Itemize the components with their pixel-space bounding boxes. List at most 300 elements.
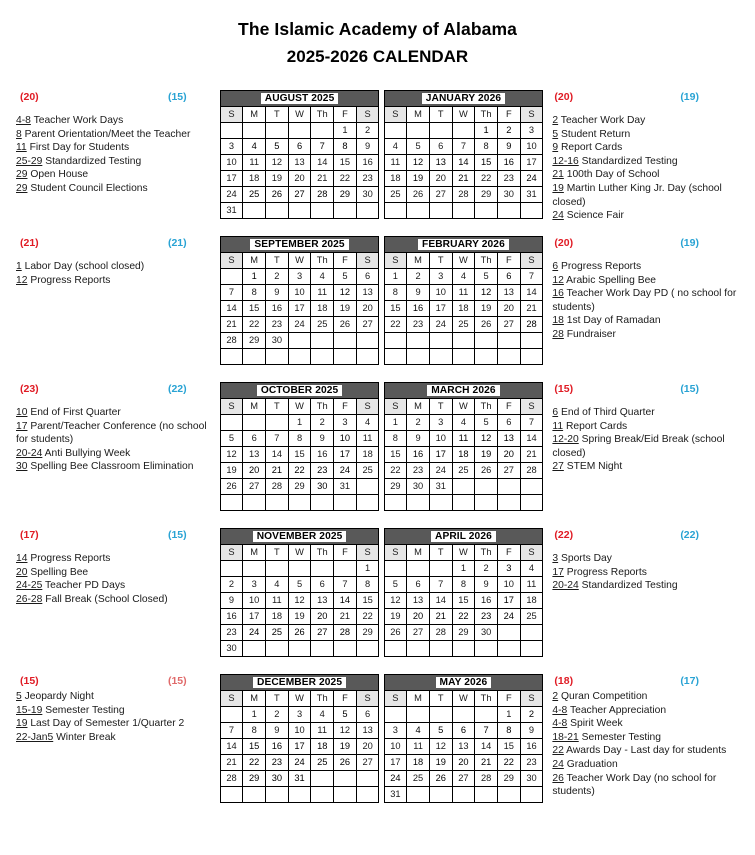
day-cell: 3 xyxy=(334,415,357,431)
note-item: 12 Arabic Spelling Bee xyxy=(552,274,657,286)
week-row xyxy=(384,123,543,139)
day-cell-empty xyxy=(266,641,289,657)
teacher-day-count-may: (18) xyxy=(554,675,574,687)
day-cell: 2 xyxy=(356,123,379,139)
day-cell-empty xyxy=(384,707,407,723)
note-item: 18 1st Day of Ramadan xyxy=(552,315,661,327)
calendar-december xyxy=(217,674,381,803)
day-cell: 30 xyxy=(407,479,430,495)
day-cell: 22 xyxy=(243,755,266,771)
day-cell: 31 xyxy=(384,787,407,803)
day-cell-empty xyxy=(288,495,311,511)
day-cell: 26 xyxy=(407,187,430,203)
day-cell-empty xyxy=(243,203,266,219)
week-row xyxy=(384,707,543,723)
week-row xyxy=(220,301,379,317)
day-cell: 29 xyxy=(243,771,266,787)
day-cell-empty xyxy=(288,561,311,577)
weekday-header: M xyxy=(407,253,430,269)
note-item: 4-8 Teacher Work Days xyxy=(16,115,124,126)
day-cell-empty xyxy=(334,349,357,365)
day-cell: 13 xyxy=(452,739,475,755)
day-counts-august xyxy=(16,90,211,104)
day-cell: 20 xyxy=(356,739,379,755)
day-cell-empty xyxy=(311,203,334,219)
day-cell: 25 xyxy=(452,317,475,333)
weekday-header: M xyxy=(407,691,430,707)
day-cell: 12 xyxy=(384,593,407,609)
notes-december xyxy=(0,674,217,744)
day-cell-empty xyxy=(334,561,357,577)
note-date: 11 xyxy=(552,420,564,432)
day-cell: 22 xyxy=(243,317,266,333)
day-cell: 22 xyxy=(452,609,475,625)
day-cell: 16 xyxy=(497,155,520,171)
day-cell: 24 xyxy=(520,171,543,187)
teacher-day-count-april: (22) xyxy=(554,529,574,541)
day-cell: 11 xyxy=(311,285,334,301)
day-cell-empty xyxy=(243,787,266,803)
weekday-header: T xyxy=(266,253,289,269)
note-date: 17 xyxy=(552,566,564,578)
student-day-count-august: (15) xyxy=(167,91,187,103)
note-date: 18 xyxy=(552,315,564,327)
note-list-january xyxy=(552,114,751,223)
weekday-header: F xyxy=(334,399,357,415)
day-cell: 23 xyxy=(266,317,289,333)
week-row xyxy=(384,187,543,203)
month-title-november: NOVEMBER 2025 xyxy=(220,528,380,544)
day-cell: 28 xyxy=(520,463,543,479)
weekday-header: S xyxy=(356,399,379,415)
weekday-header: S xyxy=(384,107,407,123)
week-row xyxy=(384,625,543,641)
day-cell: 20 xyxy=(311,609,334,625)
day-cell: 5 xyxy=(475,415,498,431)
day-cell-empty xyxy=(475,333,498,349)
day-cell-empty xyxy=(334,203,357,219)
day-cell: 18 xyxy=(311,301,334,317)
student-day-count-december: (15) xyxy=(167,675,187,687)
day-cell: 5 xyxy=(429,723,452,739)
weekday-header: Th xyxy=(475,545,498,561)
day-cell: 7 xyxy=(475,723,498,739)
note-item: 24-25 Teacher PD Days xyxy=(16,580,126,592)
day-cell: 5 xyxy=(334,707,357,723)
day-cell: 5 xyxy=(266,139,289,155)
day-cell-empty xyxy=(429,123,452,139)
weekday-header: S xyxy=(356,691,379,707)
day-counts-may xyxy=(552,674,751,688)
day-cell: 9 xyxy=(407,431,430,447)
weekday-header: W xyxy=(452,253,475,269)
day-cell: 13 xyxy=(497,431,520,447)
weekday-header: F xyxy=(334,691,357,707)
week-row xyxy=(384,755,543,771)
note-date: 14 xyxy=(16,553,28,564)
note-date: 26 xyxy=(552,772,564,784)
day-cell: 12 xyxy=(475,285,498,301)
day-cell-empty xyxy=(520,625,543,641)
weekday-header: W xyxy=(452,399,475,415)
day-cell: 8 xyxy=(334,139,357,155)
day-cell: 20 xyxy=(497,301,520,317)
day-cell: 12 xyxy=(475,431,498,447)
day-cell: 4 xyxy=(452,269,475,285)
note-date: 20-24 xyxy=(16,447,43,459)
day-cell-empty xyxy=(243,641,266,657)
day-cell: 15 xyxy=(334,155,357,171)
day-cell: 24 xyxy=(429,463,452,479)
day-cell: 16 xyxy=(475,593,498,609)
day-cell: 25 xyxy=(311,317,334,333)
note-date: 25-29 xyxy=(16,155,43,167)
day-cell: 4 xyxy=(311,707,334,723)
day-cell: 16 xyxy=(407,301,430,317)
day-cell-empty xyxy=(452,479,475,495)
day-cell: 21 xyxy=(266,463,289,479)
day-cell: 23 xyxy=(520,755,543,771)
day-cell: 12 xyxy=(407,155,430,171)
note-date: 22-Jan5 xyxy=(16,731,54,743)
day-cell: 21 xyxy=(475,755,498,771)
day-cell: 2 xyxy=(520,707,543,723)
note-date: 11 xyxy=(16,142,27,154)
day-cell: 26 xyxy=(429,771,452,787)
day-cell-empty xyxy=(407,495,430,511)
day-cell-empty xyxy=(497,349,520,365)
day-cell: 22 xyxy=(497,755,520,771)
week-row xyxy=(220,431,379,447)
weekday-header: F xyxy=(497,399,520,415)
calendar-rows xyxy=(0,90,755,844)
day-cell-empty xyxy=(243,495,266,511)
weekday-header: Th xyxy=(311,691,334,707)
day-cell-empty xyxy=(311,495,334,511)
day-cell: 11 xyxy=(520,577,543,593)
day-cell: 1 xyxy=(356,561,379,577)
day-cell-empty xyxy=(266,349,289,365)
weekday-header: S xyxy=(220,545,243,561)
day-cell: 27 xyxy=(452,771,475,787)
day-cell-empty xyxy=(243,349,266,365)
day-cell-empty xyxy=(356,349,379,365)
day-cell: 31 xyxy=(334,479,357,495)
day-cell-empty xyxy=(220,269,243,285)
day-cell: 16 xyxy=(356,155,379,171)
weekday-header: S xyxy=(520,545,543,561)
day-cell: 14 xyxy=(452,155,475,171)
day-cell: 5 xyxy=(334,269,357,285)
day-cell-empty xyxy=(311,333,334,349)
day-cell: 20 xyxy=(243,463,266,479)
day-cell: 16 xyxy=(520,739,543,755)
day-cell: 25 xyxy=(243,187,266,203)
weekday-header: S xyxy=(520,107,543,123)
week-row xyxy=(384,561,543,577)
day-cell: 16 xyxy=(407,447,430,463)
day-cell: 23 xyxy=(220,625,243,641)
day-cell: 17 xyxy=(288,301,311,317)
day-cell: 4 xyxy=(384,139,407,155)
day-cell: 30 xyxy=(266,771,289,787)
weekday-header: Th xyxy=(311,399,334,415)
day-cell-empty xyxy=(429,349,452,365)
day-cell-empty xyxy=(243,415,266,431)
teacher-day-count-december: (15) xyxy=(20,675,39,687)
day-cell-empty xyxy=(497,203,520,219)
day-cell: 2 xyxy=(220,577,243,593)
weekday-header: T xyxy=(429,253,452,269)
day-cell: 10 xyxy=(497,577,520,593)
day-cell: 30 xyxy=(497,187,520,203)
weekday-header: W xyxy=(288,399,311,415)
weekday-header: T xyxy=(266,107,289,123)
week-row xyxy=(384,139,543,155)
note-item: 5 Jeopardy Night xyxy=(16,691,94,702)
day-cell-empty xyxy=(520,349,543,365)
day-cell: 4 xyxy=(407,723,430,739)
note-date: 21 xyxy=(552,169,564,181)
day-cell: 7 xyxy=(429,577,452,593)
note-item: 26 Teacher Work Day (no school for students) xyxy=(552,772,717,798)
day-cell: 30 xyxy=(266,333,289,349)
note-date: 29 xyxy=(16,182,28,194)
day-cell: 15 xyxy=(384,447,407,463)
day-cell: 17 xyxy=(334,447,357,463)
day-cell: 3 xyxy=(520,123,543,139)
day-cell: 25 xyxy=(384,187,407,203)
weekday-header: M xyxy=(407,107,430,123)
student-day-count-january: (19) xyxy=(680,91,699,103)
day-cell-empty xyxy=(452,203,475,219)
day-cell: 20 xyxy=(407,609,430,625)
day-cell: 23 xyxy=(407,317,430,333)
day-cell-empty xyxy=(452,349,475,365)
note-item: 19 Last Day of Semester 1/Quarter 2 xyxy=(16,718,185,730)
day-cell: 29 xyxy=(356,625,379,641)
note-item: 25-29 Standardized Testing xyxy=(16,155,142,167)
note-item: 18-21 Semester Testing xyxy=(552,731,661,743)
day-cell: 2 xyxy=(311,415,334,431)
day-cell: 4 xyxy=(311,269,334,285)
day-cell: 25 xyxy=(356,463,379,479)
note-date: 2 xyxy=(552,115,559,126)
day-cell: 3 xyxy=(220,139,243,155)
weekday-header: S xyxy=(384,399,407,415)
week-row xyxy=(384,155,543,171)
note-item: 12 Progress Reports xyxy=(16,274,111,286)
week-row xyxy=(384,349,543,365)
note-item: 5 Student Return xyxy=(552,128,631,140)
note-item: 27 STEM Night xyxy=(552,461,623,473)
note-date: 2 xyxy=(552,691,559,702)
day-cell: 8 xyxy=(243,285,266,301)
day-cell: 21 xyxy=(520,301,543,317)
day-cell-empty xyxy=(220,495,243,511)
day-cell: 29 xyxy=(243,333,266,349)
note-item: 6 End of Third Quarter xyxy=(552,407,655,418)
weekday-header: W xyxy=(452,691,475,707)
note-date: 17 xyxy=(16,420,28,432)
week-row xyxy=(220,203,379,219)
weekday-header: Th xyxy=(475,691,498,707)
week-row xyxy=(220,463,379,479)
day-counts-april xyxy=(552,528,751,542)
day-cell-empty xyxy=(384,349,407,365)
day-cell: 13 xyxy=(356,285,379,301)
day-cell-empty xyxy=(475,787,498,803)
month-title-december: DECEMBER 2025 xyxy=(220,674,380,690)
day-cell: 15 xyxy=(356,593,379,609)
day-cell: 10 xyxy=(243,593,266,609)
day-cell: 19 xyxy=(429,755,452,771)
note-date: 6 xyxy=(552,407,559,418)
day-cell: 11 xyxy=(384,155,407,171)
weekday-header: S xyxy=(356,545,379,561)
day-cell-empty xyxy=(407,333,430,349)
note-item: 4-8 Teacher Appreciation xyxy=(552,704,667,716)
day-cell-empty xyxy=(452,787,475,803)
note-list-november xyxy=(16,552,211,606)
day-cell: 13 xyxy=(311,593,334,609)
day-cell: 31 xyxy=(429,479,452,495)
day-cell: 25 xyxy=(266,625,289,641)
weekday-header: F xyxy=(497,107,520,123)
week-row xyxy=(384,495,543,511)
day-cell-empty xyxy=(311,561,334,577)
day-cell: 26 xyxy=(334,755,357,771)
day-cell-empty xyxy=(497,479,520,495)
day-cell: 5 xyxy=(220,431,243,447)
day-cell: 13 xyxy=(243,447,266,463)
weekday-header: S xyxy=(384,545,407,561)
note-date: 12 xyxy=(552,274,564,286)
day-cell: 28 xyxy=(266,479,289,495)
day-cell: 23 xyxy=(407,463,430,479)
day-cell: 12 xyxy=(220,447,243,463)
day-cell: 17 xyxy=(429,447,452,463)
day-cell-empty xyxy=(384,641,407,657)
calendar-october xyxy=(217,382,381,511)
day-cell: 3 xyxy=(429,415,452,431)
week-row xyxy=(220,285,379,301)
note-item: 12-16 Standardized Testing xyxy=(552,155,678,167)
day-cell: 18 xyxy=(520,593,543,609)
day-cell: 30 xyxy=(520,771,543,787)
notes-january xyxy=(544,90,755,223)
day-cell: 28 xyxy=(475,771,498,787)
day-cell: 7 xyxy=(311,139,334,155)
day-cell: 16 xyxy=(220,609,243,625)
day-cell: 2 xyxy=(407,269,430,285)
student-day-count-february: (19) xyxy=(680,237,699,249)
day-cell: 24 xyxy=(384,771,407,787)
day-cell: 8 xyxy=(384,285,407,301)
calendar-march xyxy=(381,382,545,511)
day-cell: 16 xyxy=(266,301,289,317)
day-cell: 12 xyxy=(288,593,311,609)
day-cell: 15 xyxy=(384,301,407,317)
day-cell-empty xyxy=(288,203,311,219)
note-item: 8 Parent Orientation/Meet the Teacher xyxy=(16,128,191,140)
day-cell-empty xyxy=(452,333,475,349)
day-cell: 30 xyxy=(356,187,379,203)
note-list-february xyxy=(552,260,751,342)
day-cell-empty xyxy=(475,495,498,511)
month-title-october: OCTOBER 2025 xyxy=(220,382,380,398)
weekday-header: F xyxy=(497,253,520,269)
day-cell: 24 xyxy=(288,755,311,771)
day-cell: 1 xyxy=(475,123,498,139)
day-cell: 19 xyxy=(288,609,311,625)
day-cell: 1 xyxy=(497,707,520,723)
day-cell-empty xyxy=(266,203,289,219)
day-cell: 10 xyxy=(429,285,452,301)
day-cell: 28 xyxy=(220,333,243,349)
week-row xyxy=(384,771,543,787)
day-cell-empty xyxy=(220,787,243,803)
day-counts-september xyxy=(16,236,211,250)
day-cell: 8 xyxy=(452,577,475,593)
weekday-header: Th xyxy=(311,107,334,123)
week-row xyxy=(220,755,379,771)
day-cell: 15 xyxy=(243,739,266,755)
calendar-august xyxy=(217,90,381,219)
week-row xyxy=(220,739,379,755)
week-row xyxy=(384,739,543,755)
day-cell-empty xyxy=(243,561,266,577)
week-row xyxy=(384,269,543,285)
week-row xyxy=(220,187,379,203)
note-date: 4-8 xyxy=(552,718,568,730)
note-list-october xyxy=(16,406,211,474)
day-cell: 4 xyxy=(452,415,475,431)
day-cell: 24 xyxy=(429,317,452,333)
weekday-header: M xyxy=(243,399,266,415)
note-item: 17 Parent/Teacher Conference (no school for students) xyxy=(16,420,207,446)
weekday-header: F xyxy=(497,545,520,561)
day-cell: 14 xyxy=(311,155,334,171)
note-list-march xyxy=(552,406,751,474)
day-cell-empty xyxy=(311,641,334,657)
day-cell: 18 xyxy=(407,755,430,771)
calendar-row xyxy=(0,382,755,528)
note-date: 19 xyxy=(552,182,564,194)
month-title-may: MAY 2026 xyxy=(384,674,544,690)
day-cell: 27 xyxy=(243,479,266,495)
day-cell: 7 xyxy=(334,577,357,593)
month-title-august: AUGUST 2025 xyxy=(220,90,380,106)
day-cell-empty xyxy=(288,787,311,803)
day-cell: 3 xyxy=(384,723,407,739)
day-cell-empty xyxy=(266,787,289,803)
week-row xyxy=(384,431,543,447)
day-cell: 8 xyxy=(497,723,520,739)
day-cell-empty xyxy=(429,641,452,657)
week-row xyxy=(220,317,379,333)
day-cell-empty xyxy=(356,333,379,349)
day-cell: 17 xyxy=(220,171,243,187)
day-cell: 2 xyxy=(497,123,520,139)
calendar-september xyxy=(217,236,381,365)
note-item: 20-24 Standardized Testing xyxy=(552,580,678,592)
notes-march xyxy=(544,382,755,474)
day-cell: 17 xyxy=(288,739,311,755)
weekday-header: T xyxy=(429,399,452,415)
day-cell: 8 xyxy=(243,723,266,739)
note-date: 20 xyxy=(16,566,28,578)
